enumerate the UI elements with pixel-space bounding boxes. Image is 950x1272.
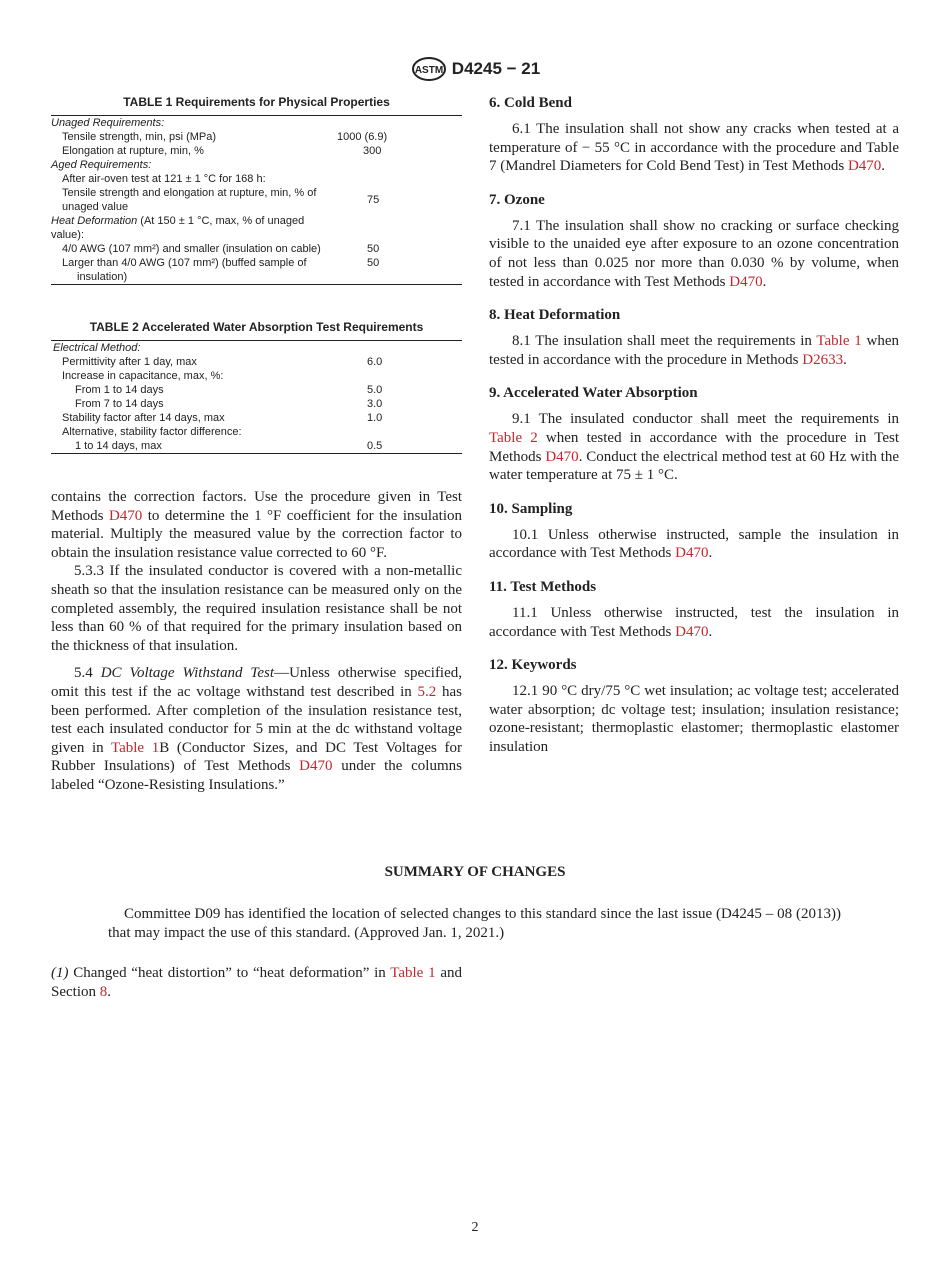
link-d470[interactable]: D470 [675,545,709,562]
table-row: Elongation at rupture, min, % 300 [62,145,382,157]
astm-logo-icon [410,56,448,82]
paragraph-10-1: 10.1 Unless otherwise instructed, sample the insulation in accordance with Test Methods D470. [489,526,899,562]
link-d470[interactable]: D470 [675,623,709,640]
paragraph-6-1: 6.1 The insulation shall not show any cracks when tested at a temperature of − 55 °C in accordance with the procedure and Table 7 (Mandrel Diameters for Cold Bend Test) in Test Methods D470. [489,121,899,175]
heading-accelerated-water-absorption: 9. Accelerated Water Absorption [489,385,698,402]
table-row: From 7 to 14 days 3.0 [75,398,383,410]
link-table-1[interactable]: Table 1 [816,333,862,350]
table-row: Unaged Requirements: [51,117,165,129]
heading-test-methods: 11. Test Methods [489,578,597,595]
heading-cold-bend: 6. Cold Bend [489,95,572,111]
link-d470[interactable]: D470 [299,758,333,775]
table-row: Heat Deformation (At 150 ± 1 °C, max, % of unaged value): [51,215,305,241]
link-section-8[interactable]: 8 [99,984,108,1000]
link-d2633[interactable]: D2633 [802,351,844,368]
paragraph-5-4: 5.4 DC Voltage Withstand Test—Unless otherwise specified, omit this test if the ac voltage withstand test described in 5.2 has been performed. After completion of the insulation resistance test, test each insulated conductor for 5 min at the dc withstand voltage given in Table 1B (Conductor Sizes, and DC Test Voltages for Rubber Insulations) of Test Methods D470 under the columns labeled “Ozone-Resisting Insulations.” [51,665,463,793]
link-d470[interactable]: D470 [108,507,143,524]
table-row: Permittivity after 1 day, max 6.0 [62,356,383,368]
link-d470[interactable]: D470 [729,273,763,290]
table-row: Alternative, stability factor difference: [62,426,242,438]
table-row: Tensile strength, min, psi (MPa) 1000 (6.9) [62,131,388,143]
table-row: Increase in capacitance, max, %: [62,370,224,382]
heading-sampling: 10. Sampling [489,500,573,517]
table2 [51,340,462,454]
table-row: 1 to 14 days, max 0.5 [75,440,383,452]
table1-caption: TABLE 1 Requirements for Physical Properties [123,95,390,109]
paragraph-11-1: 11.1 Unless otherwise instructed, test the insulation in accordance with Test Methods D470. [489,604,899,640]
svg-text:ASTM: ASTM [414,65,443,76]
table-row: From 1 to 14 days 5.0 [75,384,383,396]
paragraph-9-1: 9.1 The insulated conductor shall meet the requirements in Table 2 when tested in accordance with the procedure in Test Methods D470. Conduct the electrical method test at 60 Hz with the water temperature at 75 ± 1 °C. [489,411,900,484]
heading-keywords: 12. Keywords [489,657,577,674]
link-table-1[interactable]: Table 1 [390,965,436,981]
link-table-1[interactable]: Table 1 [110,739,160,756]
left-column [51,95,462,795]
table-row: 4/0 AWG (107 mm²) and smaller (insulation on cable) 50 [62,243,380,255]
link-d470[interactable]: D470 [847,158,882,175]
table-row: Tensile strength and elongation at rupture, min, % of unaged value 75 [62,187,380,213]
paragraph-12-1: 12.1 90 °C dry/75 °C wet insulation; ac voltage test; accelerated water absorption; dc voltage test; insulation; insulation resistance; ozone-resistant; thermoplastic elastomer; thermoplastic elastomer insulation [489,683,899,755]
change-item-1: (1) Changed “heat distortion” to “heat deformation” in Table 1 and Section 8. [51,965,462,1000]
paragraph-correction-factors: contains the correction factors. Use the procedure given in Test Methods D470 to determine the 1 °F coefficient for the insulation material. Multiply the measured value by the correction factor to obtain the insulation resistance value corrected to 60 °F. [51,489,462,561]
link-section-5-2[interactable]: 5.2 [417,683,437,700]
table-row: Electrical Method: [53,342,141,354]
page-number: 2 [471,1220,479,1235]
table1 [51,115,462,285]
page-header [0,56,950,82]
table-row: Stability factor after 14 days, max 1.0 [62,412,383,424]
paragraph-5-3-3: 5.3.3 If the insulated conductor is covered with a non-metallic sheath so that the insulation resistance can be measured only on the completed assembly, the required insulation resistance shall be not less than 60 % of that required for the primary insulation based on the thickness of that insulation. [51,563,462,654]
summary-text: Committee D09 has identified the location of selected changes to this standard since the last issue (D4245 – 08 (2013)) that may impact the use of this standard. (Approved Jan. 1, 2021.) [108,906,841,941]
table-row: Aged Requirements: [51,159,152,171]
paragraph-8-1: 8.1 The insulation shall meet the requirements in Table 1 when tested in accordance with the procedure in Methods D2633. [489,333,899,368]
heading-heat-deformation: 8. Heat Deformation [489,307,621,324]
table-row: Larger than 4/0 AWG (107 mm²) (buffed sample of insulation) 50 [62,257,380,283]
table-row: After air-oven test at 121 ± 1 °C for 168 h: [62,173,266,185]
summary-heading: SUMMARY OF CHANGES [384,864,566,880]
right-column [489,94,899,756]
table2-caption: TABLE 2 Accelerated Water Absorption Test Requirements [89,320,424,334]
paragraph-7-1: 7.1 The insulation shall show no cracking or surface checking visible to the unaided eye after exposure to an ozone concentration of not less than 0.025 nor more than 0.030 % by volume, when tested in accordance with Test Methods D470. [489,217,899,290]
heading-ozone: 7. Ozone [489,191,545,208]
link-table-2[interactable]: Table 2 [489,429,538,446]
link-d470[interactable]: D470 [545,448,579,465]
designation: D4245 − 21 [451,59,541,78]
